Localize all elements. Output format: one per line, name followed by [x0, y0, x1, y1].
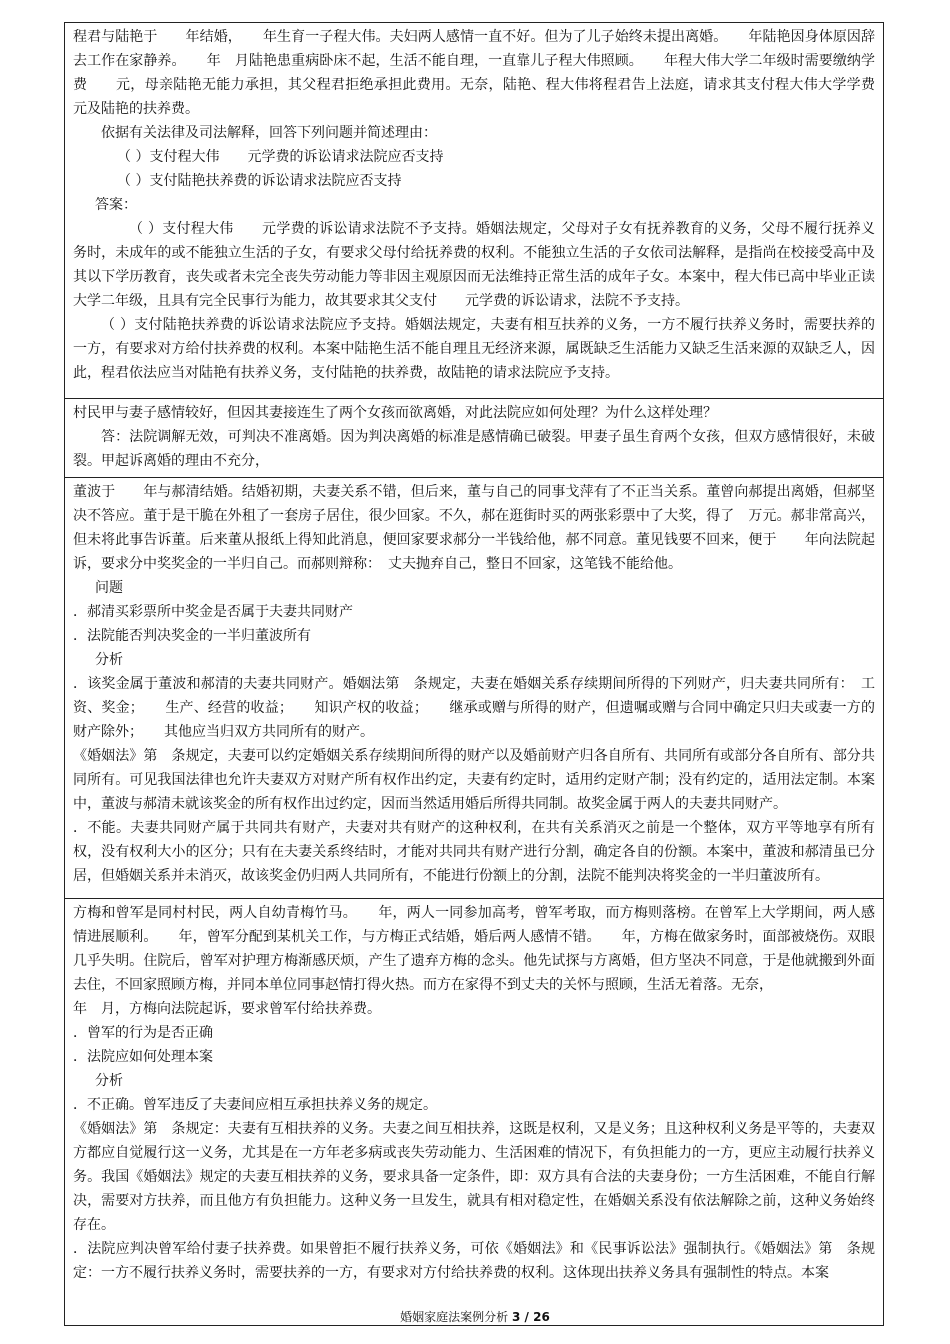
answer-paragraph: ．不正确。曾军违反了夫妻间应相互承担扶养义务的规定。 [73, 1097, 437, 1113]
case-intro: 董波于 年与郝清结婚。结婚初期，夫妻关系不错，但后来，董与自己的同事戈萍有了不正当关系。董曾向郝提出离婚，但郝坚决不答应。董于是干脆在外租了一套房子居住，很少回家。不久，郝在逛街时买的两张彩票中了大奖，得了 万元。郝非常高兴，但未将此事告诉董。后来董从报纸上得知此消息，便回家要求郝分一半钱给他，郝不同意。董见钱要不回来，便于 年向法院起诉，要求分中奖奖金的一半归自己。而郝则辩称： 丈夫抛弃自己，整日不回家，这笔钱不能给他。 [73, 484, 875, 572]
answer-paragraph: 《婚姻法》第 条规定，夫妻可以约定婚姻关系存续期间所得的财产以及婚前财产归各自所有、共同所有或部分各自所有、部分共同所有。可见我国法律也允许夫妻双方对财产所有权作出约定，夫妻有约定时，适用约定财产制；没有约定的，适用法定制。本案中，董波与郝清未就该奖金的所有权作出过约定，因而当然适用婚后所得共同制。故奖金属于两人的夫妻共同财产。 [73, 748, 875, 812]
footer-title: 婚姻家庭法案例分析 [400, 1310, 509, 1324]
question-label: 问题 [95, 580, 123, 596]
page-footer [0, 1308, 950, 1325]
answer-paragraph: ．法院应判决曾军给付妻子扶养费。如果曾拒不履行扶养义务，可依《婚姻法》和《民事诉讼法》强制执行。《婚姻法》第 条规定：一方不履行扶养义务时，需要扶养的一方，有要求对方付给扶养费的权利。这体现出扶养义务具有强制性的特点。本案 [73, 1241, 875, 1281]
case-cell-1 [65, 23, 903, 399]
case-table [64, 22, 903, 1326]
question-item: （ ）支付陆艳扶养费的诉讼请求法院应否支持 [117, 173, 402, 189]
case-intro: 方梅和曾军是同村村民，两人自幼青梅竹马。 年，两人一同参加高考，曾军考取，而方梅则落榜。在曾军上大学期间，两人感情进展顺利。 年，曾军分配到某机关工作，与方梅正式结婚，婚后两人感情不错。 年，方梅在做家务时，面部被烧伤。双眼几乎失明。住院后，曾军对护理方梅渐感厌烦，产生了遗弃方梅的念头。他先试探与方离婚，但方坚决不同意，于是他就搬到外面去住，不回家照顾方梅，并同本单位同事赵情打得火热。而方在家得不到丈夫的关怀与照顾，生活无着落。无奈， [73, 905, 875, 993]
analysis-label: 分析 [95, 1073, 123, 1089]
answer-paragraph: 《婚姻法》第 条规定：夫妻有互相扶养的义务。夫妻之间互相扶养，这既是权利，又是义务；且这种权利义务是平等的，夫妻双方都应自觉履行这一义务，尤其是在一方年老多病或丧失劳动能力、生活困难的情况下，有负担能力的一方，更应主动履行扶养义务。我国《婚姻法》规定的夫妻互相扶养的义务，要求具备一定条件，即：双方具有合法的夫妻身份；一方生活困难，不能自行解决，需要对方扶养，而且他方有负担能力。这种义务一旦发生，就具有相对稳定性，在婚姻关系没有依法解除之前，这种义务始终存在。 [73, 1121, 875, 1233]
question-item: ．法院能否判决奖金的一半归董波所有 [73, 628, 311, 644]
page-number: 3 / 26 [512, 1310, 550, 1324]
answer-paragraph: （ ）支付程大伟 元学费的诉讼请求法院不予支持。婚姻法规定，父母对子女有抚养教育的义务，父母不履行抚养义务时，未成年的或不能独立生活的子女，有要求父母付给抚养费的权利。不能独立生活的子女依司法解释，是指尚在校接受高中及其以下学历教育，丧失或者未完全丧失劳动能力等非因主观原因而无法维持正常生活的成年子女。本案中，程大伟已高中毕业正读大学二年级，且具有完全民事行为能力，故其要求其父支付 元学费的诉讼请求，法院不予支持。 [73, 221, 875, 309]
case-cell-4 [65, 899, 883, 1326]
case-cell-2 [65, 399, 883, 478]
answer-paragraph: 答：法院调解无效，可判决不准离婚。因为判决离婚的标准是感情确已破裂。甲妻子虽生育两个女孩，但双方感情很好，未破裂。甲起诉离婚的理由不充分， [73, 429, 875, 469]
case-question: 村民甲与妻子感情较好，但因其妻接连生了两个女孩而欲离婚，对此法院应如何处理？为什么这样处理？ [73, 405, 717, 421]
answer-paragraph: ．不能。夫妻共同财产属于共同共有财产，夫妻对共有财产的这种权利，在共有关系消灭之前是一个整体，双方平等地享有所有权，没有权利大小的区分；只有在夫妻关系终结时，才能对共同共有财产进行分割，确定各自的份额。本案中，董波和郝清虽已分居，但婚姻关系并未消灭，故该奖金仍归两人共同所有，不能进行份额上的分割，法院不能判决将奖金的一半归董波所有。 [73, 820, 875, 884]
question-item: ．法院应如何处理本案 [73, 1049, 213, 1065]
instruction: 依据有关法律及司法解释，回答下列问题并简述理由： [101, 125, 437, 141]
answer-paragraph: （ ）支付陆艳扶养费的诉讼请求法院应予支持。婚姻法规定，夫妻有相互扶养的义务，一方不履行扶养义务时，需要扶养的一方，有要求对方给付扶养费的权利。本案中陆艳生活不能自理且无经济来源，属既缺乏生活能力又缺乏生活来源的双缺乏人，因此，程君依法应当对陆艳有扶养义务，支付陆艳的扶养费，故陆艳的请求法院应予支持。 [73, 317, 875, 381]
question-item: ．郝清买彩票所中奖金是否属于夫妻共同财产 [73, 604, 353, 620]
question-item: （ ）支付程大伟 元学费的诉讼请求法院应否支持 [117, 149, 444, 165]
case-intro-continued: 年 月，方梅向法院起诉，要求曾军付给扶养费。 [73, 1001, 381, 1017]
question-item: ．曾军的行为是否正确 [73, 1025, 213, 1041]
answer-label: 答案： [95, 197, 137, 213]
case-cell-3 [65, 478, 883, 899]
case-intro: 程君与陆艳于 年结婚， 年生育一子程大伟。夫妇两人感情一直不好。但为了儿子始终未提出离婚。 年陆艳因身体原因辞去工作在家静养。 年 月陆艳患重病卧床不起，生活不能自理，一直靠儿子程大伟照顾。 年程大伟大学二年级时需要缴纳学费 元，母亲陆艳无能力承担，其父程君拒绝承担此费用。无奈，陆艳、程大伟将程君告上法庭，请求其支付程大伟大学学费 元及陆艳的扶养费。 [73, 29, 903, 117]
analysis-label: 分析 [95, 652, 123, 668]
answer-paragraph: ．该奖金属于董波和郝清的夫妻共同财产。婚姻法第 条规定，夫妻在婚姻关系存续期间所得的下列财产，归夫妻共同所有： 工资、奖金； 生产、经营的收益； 知识产权的收益； 继承或赠与所得的财产，但遗嘱或赠与合同中确定只归夫或妻一方的财产除外； 其他应当归双方共同所有的财产。 [73, 676, 875, 740]
